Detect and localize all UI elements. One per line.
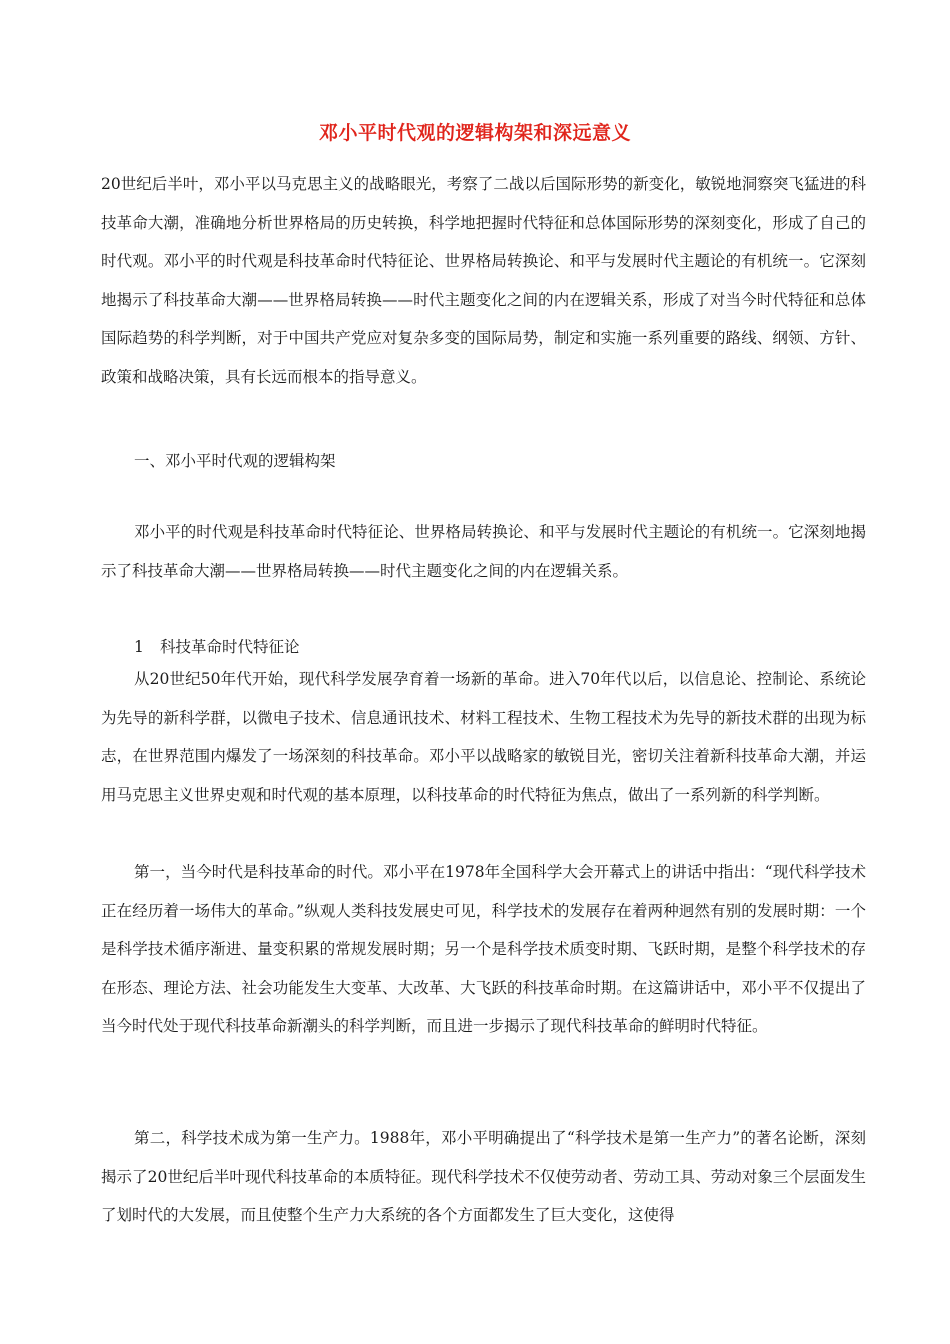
document-title: 邓小平时代观的逻辑构架和深远意义: [318, 122, 631, 144]
body-paragraph-2: 第一，当今时代是科技革命的时代。邓小平在1978年全国科学大会开幕式上的讲话中指出：“现代科学技术正在经历着一场伟大的革命。”纵观人类科技发展史可见，科学技术的发展存在着两种迥然有别的发展时期：一个是科学技术循序渐进、量变积累的常规发展时期；另一个是科学技术质变时期、飞跃时期，是整个科学技术的存在形态、理论方法、社会功能发生大变革、大改革、大飞跃的科技革命时期。在这篇讲话中，邓小平不仅提出了当今时代处于现代科技革命新潮头的科学判断，而且进一步揭示了现代科技革命的鲜明时代特征。: [101, 863, 866, 1035]
intro-paragraph: 20世纪后半叶，邓小平以马克思主义的战略眼光，考察了二战以后国际形势的新变化，敏锐地洞察突飞猛进的科技革命大潮，准确地分析世界格局的历史转换，科学地把握时代特征和总体国际形势的深刻变化，形成了自己的时代观。邓小平的时代观是科技革命时代特征论、世界格局转换论、和平与发展时代主题论的有机统一。它深刻地揭示了科技革命大潮——世界格局转换——时代主题变化之间的内在逻辑关系，形成了对当今时代特征和总体国际趋势的科学判断，对于中国共产党应对复杂多变的国际局势，制定和实施一系列重要的路线、纲领、方针、政策和战略决策，具有长远而根本的指导意义。: [101, 175, 866, 386]
section-heading-1: 一、邓小平时代观的逻辑构架: [134, 452, 336, 470]
subsection-number: 1: [134, 638, 144, 656]
section-summary-paragraph: 邓小平的时代观是科技革命时代特征论、世界格局转换论、和平与发展时代主题论的有机统一。它深刻地揭示了科技革命大潮——世界格局转换——时代主题变化之间的内在逻辑关系。: [101, 523, 866, 580]
subsection-title: 科技革命时代特征论: [160, 638, 300, 656]
body-paragraph-3: 第二，科学技术成为第一生产力。1988年，邓小平明确提出了“科学技术是第一生产力”的著名论断，深刻揭示了20世纪后半叶现代科技革命的本质特征。现代科学技术不仅使劳动者、劳动工具、劳动对象三个层面发生了划时代的大发展，而且使整个生产力大系统的各个方面都发生了巨大变化，这使得: [101, 1129, 866, 1224]
body-paragraph-1: 从20世纪50年代开始，现代科学发展孕育着一场新的革命。进入70年代以后，以信息论、控制论、系统论为先导的新科学群，以微电子技术、信息通讯技术、材料工程技术、生物工程技术为先导的新技术群的出现为标志，在世界范围内爆发了一场深刻的科技革命。邓小平以战略家的敏锐目光，密切关注着新科技革命大潮，并运用马克思主义世界史观和时代观的基本原理，以科技革命的时代特征为焦点，做出了一系列新的科学判断。: [101, 670, 866, 804]
